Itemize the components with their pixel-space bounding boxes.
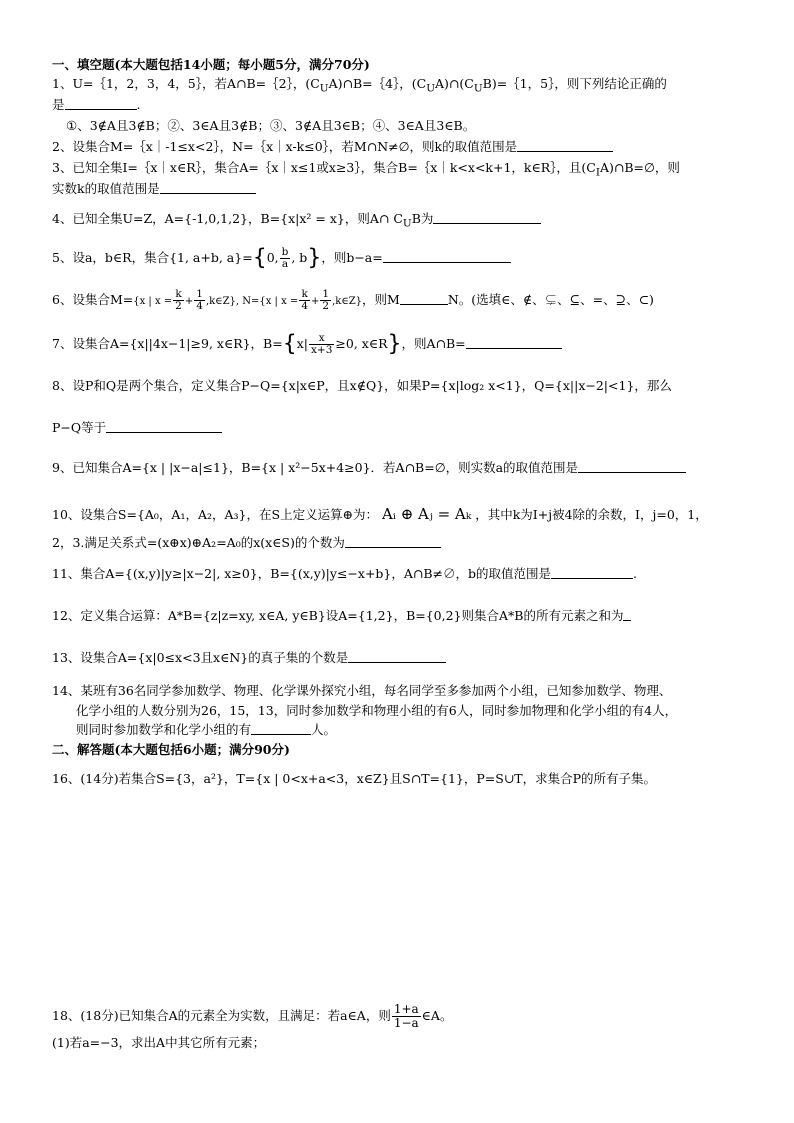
section-2-heading: 二、解答题(本大题包括6小题；满分90分) [52,742,290,757]
question-4: 4、已知全集U=Z，A={-1,0,1,2}，B={x|x² = x}，则A∩ $C_UB$为 [52,211,541,232]
answer-blank[interactable] [383,250,511,263]
answer-blank[interactable] [345,535,441,548]
question-16: 16、(14分)若集合S={3，a²}，T={x | 0<x+a<3，x∈Z}且S∩T={1}，P=S∪T，求集合P的所有子集。 [52,771,657,786]
question-5: 5、设a，b∈R，集合{1, a+b, a}={0, $\frac{b}{a}$ , b}，则b−a= [52,247,511,270]
question-13: 13、设集合A={x|0≤x<3且x∈N}的真子集的个数是 [52,650,446,666]
question-3-line-2: 实数k的取值范围是 [52,181,256,197]
question-14-line-3: 则同时参加数学和化学小组的有 人。 [76,722,337,737]
answer-blank[interactable] [160,181,256,194]
answer-blank[interactable] [106,420,222,433]
question-12: 12、定义集合运算：A*B={z|z=xy, x∈A, y∈B}设A={1,2}，B={0,2}则集合A*B的所有元素之和为 [52,608,631,624]
answer-blank[interactable] [251,722,311,735]
answer-blank[interactable] [551,566,633,579]
question-1-line-1: 1、U=｛1，2，3，4，5｝，若A∩B=｛2｝，$(C_UA)\cap B=\{4\}$，$(C_UA)\cap(C_UB)=\{1$，5｝，则下列结论正确的 [52,76,667,95]
question-1-options: ①、3∉A且3∉B；②、3∈A且3∉B；③、3∉A且3∈B；④、3∈A且3∈B。 [66,118,476,133]
answer-blank[interactable] [433,211,541,224]
question-11: 11、集合A={(x,y)|y≥|x−2|, x≥0}，B={(x,y)|y≤−x+b}，A∩B≠∅，b的取值范围是 . [52,566,638,581]
answer-blank[interactable] [623,608,631,621]
question-2: 2、设集合M=｛x｜-1≤x<2｝，N=｛x｜x-k≤0｝，若M∩N≠∅，则k的取值范围是 [52,139,613,155]
fraction: $\frac{b}{a}$ [281,246,289,270]
question-14-line-2: 化学小组的人数分别为26，15，13，同时参加数学和物理小组的有6人，同时参加物理和化学小组的有4人， [76,703,678,718]
question-8-line-2: P−Q等于 [52,420,222,436]
question-14-line-1: 14、某班有36名同学参加数学、物理、化学课外探究小组，每名同学至多参加两个小组，已知参加数学、物理、 [52,683,672,698]
question-18: 18、(18分)已知集合A的元素全为实数，且满足：若a∈A，则 $\frac{1+a}{1-a}$ ∈A。 [52,1002,453,1030]
answer-blank[interactable] [466,336,562,349]
answer-blank[interactable] [400,292,448,305]
question-18-part-1: (1)若a=−3，求出A中其它所有元素； [52,1035,266,1050]
question-9: 9、已知集合A={x | |x−a|≤1}，B={x | x²−5x+4≥0}．若A∩B=∅，则实数a的取值范围是 [52,460,686,476]
operation-formula: Aᵢ ⊕ Aⱼ = Aₖ [382,505,472,523]
question-10-line-1: 10、设集合S={A₀，A₁，A₂，A₃}，在S上定义运算⊕为： Aᵢ ⊕ Aⱼ = Aₖ ，其中k为I+j被4除的余数，I，j=0，1， [52,505,708,523]
question-7: 7、设集合A={x||4x−1|≥9, x∈R}，B={x| $\frac{x}{x+3}$ ≥0, x∈R}，则A∩B= [52,333,562,356]
question-1-line-2: 是 . [52,97,141,112]
section-1-heading: 一、填空题(本大题包括14小题；每小题5分，满分70分) [52,57,370,72]
question-10-line-2: 2，3.满足关系式=(x⊕x)⊕A₂=A₀的x(x∈S)的个数为 [52,535,441,551]
question-3-line-1: 3、已知全集I=｛x｜x∈R｝，集合A=｛x｜x≤1或x≥3｝，集合B=｛x｜k<x<k+1，k∈R｝，且$(C_IA)\cap B=\emptyset$，则 [52,160,680,179]
question-6: 6、设集合M={x | x = $\frac{k}{2}$ + $\frac{1}{4}$ ,k∈Z}, N={x | x = $\frac{k}{4}$ + $\frac{1}{2}$ ,k∈Z}，则M N。(选填∈、∉、⊊、⊆、=、⊇、⊂) [52,288,654,312]
answer-blank[interactable] [65,97,137,110]
answer-blank[interactable] [517,139,613,152]
answer-blank[interactable] [578,460,686,473]
answer-blank[interactable] [348,650,446,663]
question-8-line-1: 8、设P和Q是两个集合，定义集合P−Q={x|x∈P，且x∉Q}，如果P={x|log₂ x<1}，Q={x||x−2|<1}，那么 [52,378,672,393]
